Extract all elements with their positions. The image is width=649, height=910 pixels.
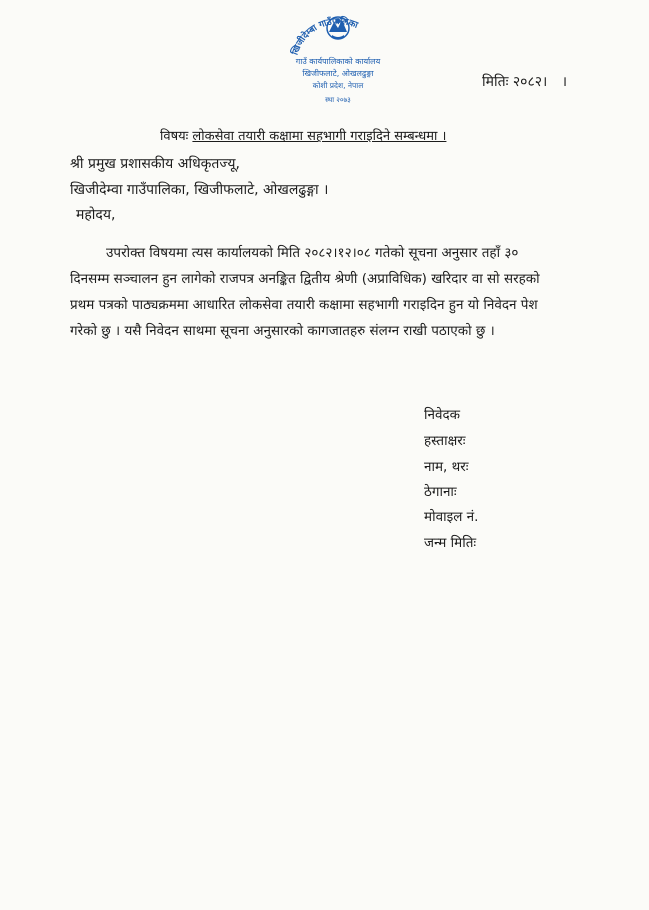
body-line-2: दिनसम्म सञ्चालन हुन लागेको राजपत्र अनङ्कित द्वितीय श्रेणी (अप्राविधिक) खरिदार वा सो सरहको bbox=[70, 271, 540, 287]
body-line-3: प्रथम पत्रको पाठ्यक्रममा आधारित लोकसेवा तयारी कक्षामा सहभागी गराइदिन हुन यो निवेदन पेश bbox=[70, 297, 538, 313]
signature-label: हस्ताक्षरः bbox=[424, 433, 466, 449]
subject-prefix: विषयः bbox=[160, 129, 189, 144]
seal-line-2: गाउँ कार्यपालिकाको कार्यालय bbox=[295, 57, 381, 66]
dob-label: जन्म मितिः bbox=[424, 535, 477, 551]
date-end-mark: । bbox=[561, 74, 568, 90]
mobile-label: मोवाइल नं. bbox=[424, 509, 479, 525]
address-label: ठेगानाः bbox=[424, 484, 457, 500]
municipality-seal bbox=[282, 8, 394, 114]
seal-graphic bbox=[282, 8, 394, 114]
body-line-1: उपरोक्त विषयमा त्यस कार्यालयको मिति २०८२।१२।०८ गतेको सूचना अनुसार तहाँ ३० bbox=[106, 245, 519, 261]
seal-line-3: खिजीफलाटे, ओखलढुङ्गा bbox=[302, 69, 374, 78]
name-label: नाम, थरः bbox=[424, 459, 469, 475]
recipient-line-1: श्री प्रमुख प्रशासकीय अधिकृतज्यू, bbox=[70, 156, 240, 172]
recipient-line-2: खिजीदेम्वा गाउँपालिका, खिजीफलाटे, ओखलढुङ्गा । bbox=[70, 182, 329, 198]
svg-text:खिजीदेम्बा गाउँपालिका bbox=[288, 15, 359, 58]
date-line bbox=[482, 72, 567, 91]
subject-text: लोकसेवा तयारी कक्षामा सहभागी गराइदिने सम्बन्धमा । bbox=[192, 129, 447, 144]
applicant-title: निवेदक bbox=[424, 407, 461, 423]
subject-line bbox=[160, 126, 446, 144]
seal-text-arc: खिजीदेम्बा गाउँपालिका bbox=[290, 16, 360, 57]
body-line-4: गरेको छु । यसै निवेदन साथमा सूचना अनुसारको कागजातहरु संलग्न राखी पठाएको छु । bbox=[70, 323, 495, 339]
date-label: मितिः २०८२। bbox=[482, 74, 548, 90]
salutation: महोदय, bbox=[76, 207, 116, 223]
seal-line-5: स्था २०७३ bbox=[325, 96, 351, 104]
seal-line-4: कोशी प्रदेश, नेपाल bbox=[312, 81, 364, 90]
